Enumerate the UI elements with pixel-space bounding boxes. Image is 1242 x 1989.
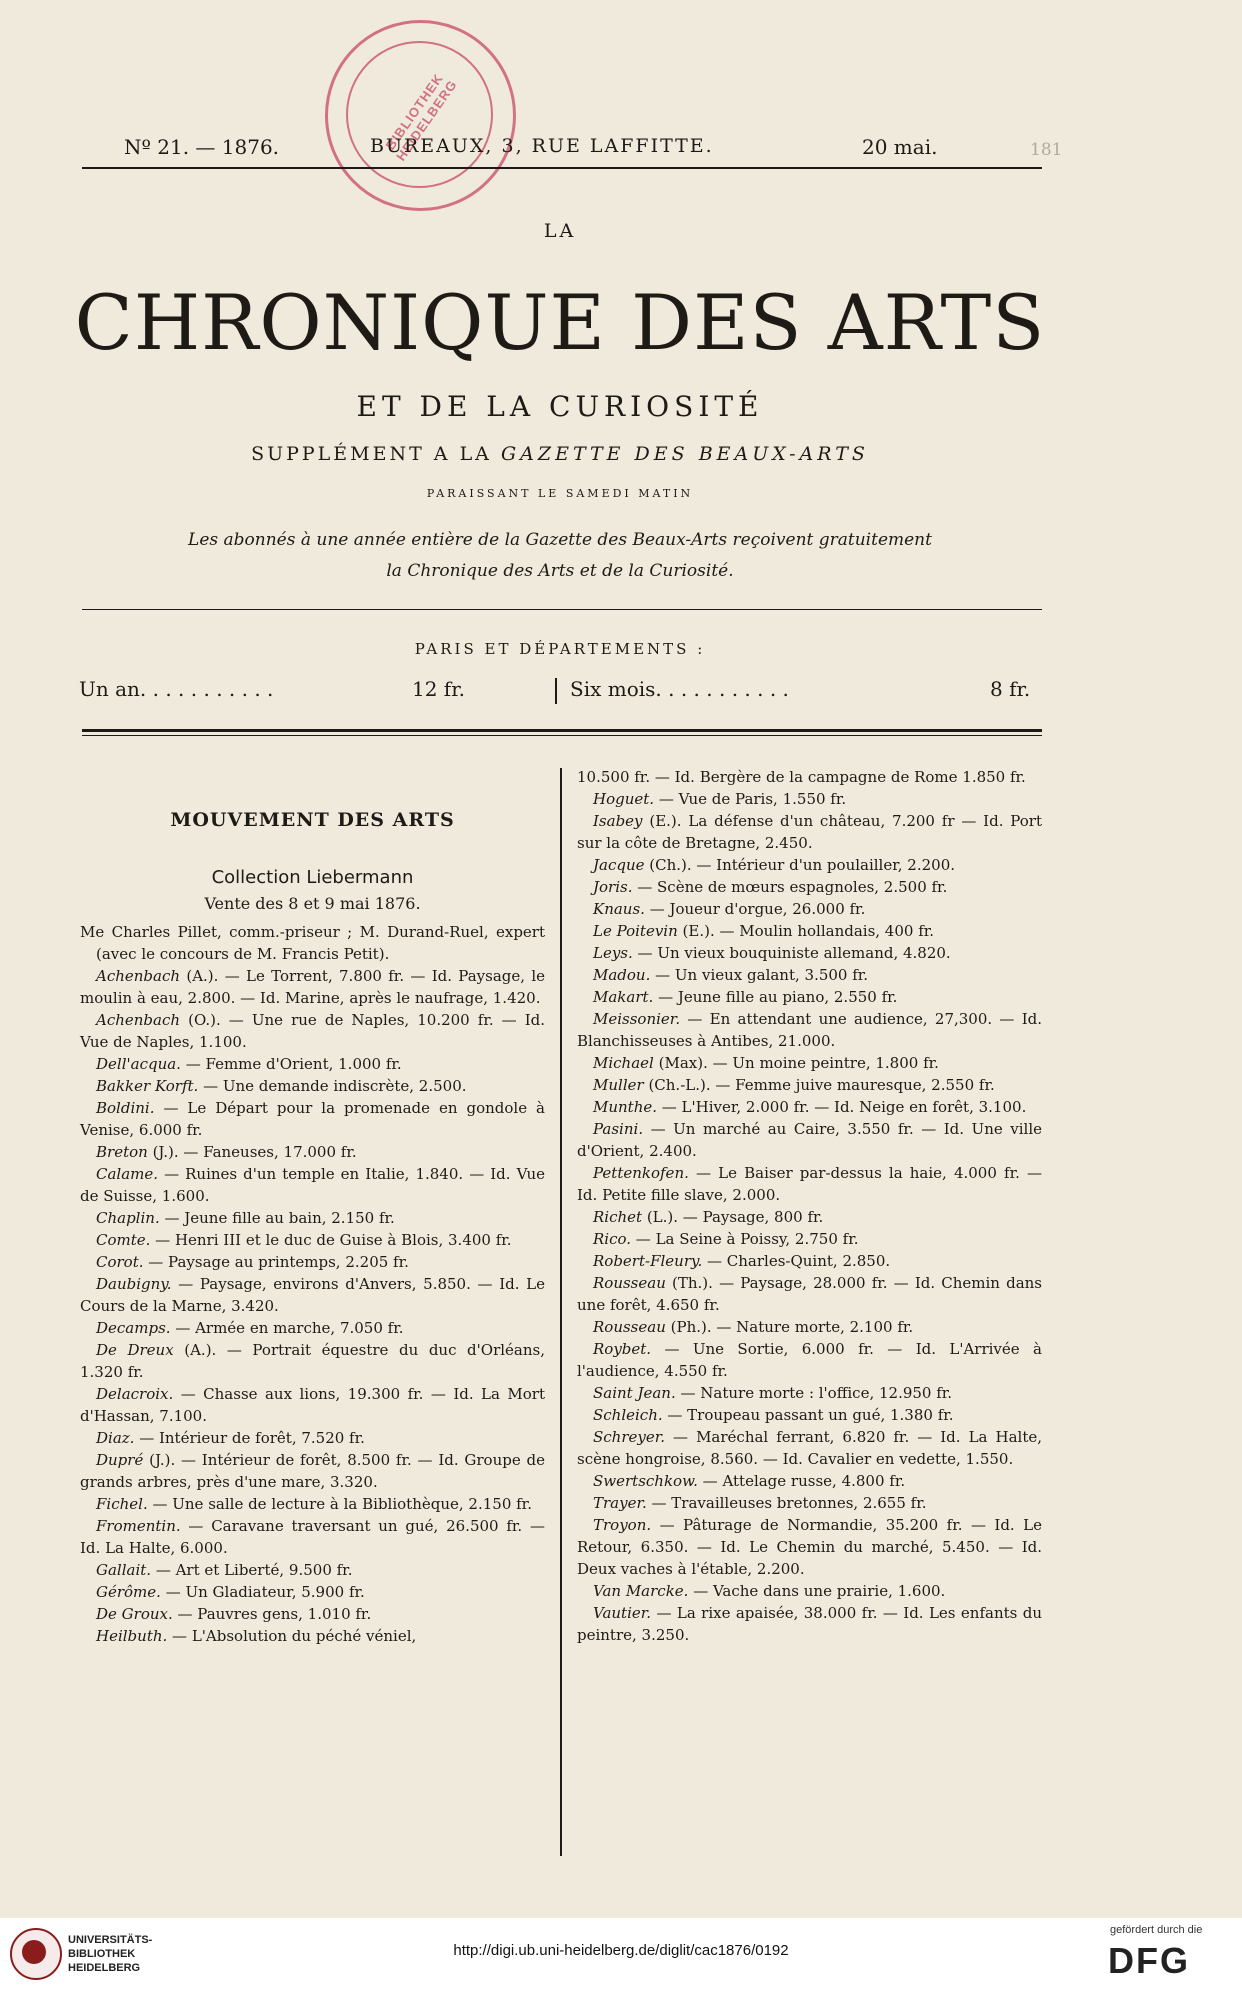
bureaux-address: BUREAUX, 3, RUE LAFFITTE. (370, 135, 714, 157)
artist-name: Gallait. (96, 1561, 152, 1579)
artist-name: De Dreux (96, 1341, 174, 1359)
artist-name: Jacque (593, 856, 645, 874)
right-column (577, 766, 1042, 1646)
entry-details: — Scène de mœurs espagnoles, 2.500 fr. (632, 878, 948, 896)
entry-details: — Charles-Quint, 2.850. (702, 1252, 891, 1270)
artist-name: Leys. (593, 944, 633, 962)
entry-details: (O.). — Une rue de Naples, 10.200 fr. — Id. Vue de Naples, 1.100. (80, 1011, 545, 1051)
funding-note: gefördert durch die (1110, 1924, 1203, 1936)
artist-name: Pasini. (593, 1120, 644, 1138)
artist-name: Troyon. (593, 1516, 652, 1534)
entry-details: (J.). — Intérieur de forêt, 8.500 fr. — Id. Groupe de grands arbres, près d'une mare, 3.320. (80, 1451, 545, 1491)
sale-entry (577, 898, 1042, 920)
artist-name: Boldini. (96, 1099, 155, 1117)
uni-line-2: BIBLIOTHEK (68, 1948, 136, 1960)
artist-name: Schreyer. (593, 1428, 666, 1446)
sale-entry (80, 1559, 545, 1581)
artist-name: Calame. (96, 1165, 159, 1183)
artist-name: Swertschkow. (593, 1472, 698, 1490)
entry-details: — Art et Liberté, 9.500 fr. (151, 1561, 353, 1579)
entry-details: — Femme d'Orient, 1.000 fr. (180, 1055, 402, 1073)
issue-date: 20 mai. (862, 135, 938, 159)
subscription-separator (555, 678, 557, 704)
entry-details: — Vue de Paris, 1.550 fr. (654, 790, 847, 808)
sale-entry (80, 1383, 545, 1427)
sale-entry (577, 1008, 1042, 1052)
entry-details: — Un Gladiateur, 5.900 fr. (160, 1583, 365, 1601)
sale-entry (577, 1074, 1042, 1096)
artist-name: Michael (593, 1054, 654, 1072)
issue-number: Nº 21. — 1876. (124, 135, 280, 159)
sale-entry (80, 1009, 545, 1053)
column-divider (560, 768, 562, 1856)
subscription-year-label: Un an. . . . . . . . . . . (79, 677, 274, 701)
entry-details: — Paysage au printemps, 2.205 fr. (143, 1253, 409, 1271)
masthead-title: CHRONIQUE DES ARTS (74, 278, 1046, 367)
sale-entry (80, 1581, 545, 1603)
left-column (80, 759, 545, 1647)
subscription-year-price: 12 fr. (412, 677, 465, 701)
entry-details: — Pâturage de Normandie, 35.200 fr. — Id. Le Retour, 6.350. — Id. Le Chemin du marché, 5.450. — Id. Deux vaches à l'étable, 2.200. (577, 1516, 1042, 1578)
entry-details: — Troupeau passant un gué, 1.380 fr. (662, 1406, 954, 1424)
sale-dates: Vente des 8 et 9 mai 1876. (204, 894, 421, 913)
artist-name: Schleich. (593, 1406, 663, 1424)
entry-details: (Ch.-L.). — Femme juive mauresque, 2.550 fr. (643, 1076, 995, 1094)
sale-entry (80, 1207, 545, 1229)
subscription-rule-thick (82, 729, 1042, 732)
artist-name: Diaz. (96, 1429, 135, 1447)
artist-name: Robert-Fleury. (593, 1252, 703, 1270)
entry-details: — Chasse aux lions, 19.300 fr. — Id. La Mort d'Hassan, 7.100. (80, 1385, 545, 1425)
masthead-la: LA (543, 220, 577, 242)
sale-entry (80, 1515, 545, 1559)
artist-name: Gérôme. (96, 1583, 161, 1601)
sale-entry (577, 1206, 1042, 1228)
left-entry-list (80, 965, 545, 1647)
supplement-gazette: GAZETTE DES BEAUX-ARTS (500, 443, 869, 465)
entry-details: — La rixe apaisée, 38.000 fr. — Id. Les enfants du peintre, 3.250. (577, 1604, 1042, 1644)
artist-name: Le Poitevin (593, 922, 678, 940)
subscription-heading: PARIS ET DÉPARTEMENTS : (414, 640, 706, 658)
artist-name: Achenbach (96, 1011, 181, 1029)
sale-entry (577, 1382, 1042, 1404)
artist-name: Rousseau (593, 1318, 666, 1336)
entry-details: — Pauvres gens, 1.010 fr. (172, 1605, 372, 1623)
entry-details: — Paysage, environs d'Anvers, 5.850. — Id. Le Cours de la Marne, 3.420. (80, 1275, 545, 1315)
supplement-prefix: SUPPLÉMENT A LA (251, 443, 492, 465)
artist-name: Knaus. (593, 900, 645, 918)
digitization-footer (0, 1918, 1242, 1989)
artist-name: Chaplin. (96, 1209, 160, 1227)
sale-entry (577, 1470, 1042, 1492)
sale-entry (577, 1338, 1042, 1382)
entry-details: — Le Départ pour la promenade en gondole à Venise, 6.000 fr. (80, 1099, 545, 1139)
entry-details: — Vache dans une prairie, 1.600. (688, 1582, 946, 1600)
entry-details: — Un vieux bouquiniste allemand, 4.820. (632, 944, 951, 962)
artist-name: Heilbuth. (96, 1627, 168, 1645)
entry-details: — Intérieur de forêt, 7.520 fr. (134, 1429, 365, 1447)
entry-details: (Ph.). — Nature morte, 2.100 fr. (665, 1318, 914, 1336)
entry-details: — En attendant une audience, 27,300. — Id. Blanchisseuses à Antibes, 21.000. (577, 1010, 1042, 1050)
sale-entry (80, 1163, 545, 1207)
source-url[interactable]: http://digi.ub.uni-heidelberg.de/diglit/cac1876/0192 (453, 1942, 789, 1959)
artist-name: Decamps. (96, 1319, 171, 1337)
artist-name: Joris. (593, 878, 633, 896)
entry-details: — Maréchal ferrant, 6.820 fr. — Id. La Halte, scène hongroise, 8.560. — Id. Cavalier en vedette, 1.550. (577, 1428, 1042, 1468)
folio-number: 181 (1030, 140, 1063, 160)
entry-details: — Caravane traversant un gué, 26.500 fr. — Id. La Halte, 6.000. (80, 1517, 545, 1557)
artist-name: Dell'acqua. (96, 1055, 181, 1073)
sale-entry (577, 1052, 1042, 1074)
sale-entry (577, 1514, 1042, 1580)
section-heading: MOUVEMENT DES ARTS (170, 809, 455, 831)
sale-entry (577, 1272, 1042, 1316)
sale-entry (577, 876, 1042, 898)
sale-entry (577, 1228, 1042, 1250)
entry-details: — Le Baiser par-dessus la haie, 4.000 fr. — Id. Petite fille slave, 2.000. (577, 1164, 1042, 1204)
sale-entry (577, 810, 1042, 854)
collection-heading: Collection Liebermann (211, 867, 414, 888)
sale-entry (577, 1602, 1042, 1646)
sale-entry (577, 1096, 1042, 1118)
sale-entry (80, 1427, 545, 1449)
artist-name: Corot. (96, 1253, 144, 1271)
artist-name: Bakker Korft. (96, 1077, 199, 1095)
entry-details: — Attelage russe, 4.800 fr. (697, 1472, 906, 1490)
sale-entry (577, 1426, 1042, 1470)
entry-details: — Une Sortie, 6.000 fr. — Id. L'Arrivée à l'audience, 4.550 fr. (577, 1340, 1042, 1380)
artist-name: Richet (593, 1208, 643, 1226)
sale-entry (577, 1250, 1042, 1272)
sale-entry (577, 788, 1042, 810)
dfg-logo: DFG (1108, 1940, 1190, 1981)
sale-entry (80, 1625, 545, 1647)
artist-name: Van Marcke. (593, 1582, 689, 1600)
header-rule (82, 167, 1042, 169)
sale-entry (577, 1404, 1042, 1426)
sale-entry (577, 1492, 1042, 1514)
right-continuation: 10.500 fr. — Id. Bergère de la campagne de Rome 1.850 fr. (577, 768, 1026, 786)
artist-name: Fichel. (96, 1495, 148, 1513)
masthead-subtitle: ET DE LA CURIOSITÉ (356, 390, 764, 423)
entry-details: — Un vieux galant, 3.500 fr. (650, 966, 869, 984)
abonnes-line-1: Les abonnés à une année entière de la Gazette des Beaux-Arts reçoivent gratuitement (188, 530, 932, 550)
sale-entry (577, 942, 1042, 964)
artist-name: Madou. (593, 966, 651, 984)
abonnes-line-2: la Chronique des Arts et de la Curiosité. (386, 561, 734, 581)
entry-details: — L'Hiver, 2.000 fr. — Id. Neige en forêt, 3.100. (657, 1098, 1027, 1116)
artist-name: Breton (96, 1143, 148, 1161)
sale-entry (577, 854, 1042, 876)
artist-name: Makart. (593, 988, 654, 1006)
paraissant-line: PARAISSANT LE SAMEDI MATIN (426, 487, 694, 500)
sale-entry (80, 1339, 545, 1383)
sale-entry (577, 964, 1042, 986)
sale-entry (577, 1316, 1042, 1338)
subscription-rule-thin (82, 735, 1042, 736)
sale-entry (80, 1493, 545, 1515)
sale-entry (577, 1580, 1042, 1602)
entry-details: — Armée en marche, 7.050 fr. (170, 1319, 404, 1337)
artist-name: De Groux. (96, 1605, 173, 1623)
entry-details: (E.). La défense d'un château, 7.200 fr — Id. Port sur la côte de Bretagne, 2.450. (577, 812, 1042, 852)
artist-name: Munthe. (593, 1098, 658, 1116)
entry-details: (Ch.). — Intérieur d'un poulailler, 2.200. (644, 856, 956, 874)
sale-entry (577, 1118, 1042, 1162)
artist-name: Dupré (96, 1451, 144, 1469)
uni-line-3: HEIDELBERG (68, 1962, 141, 1974)
sale-entry (80, 1075, 545, 1097)
artist-name: Rousseau (593, 1274, 666, 1292)
entry-details: (J.). — Faneuses, 17.000 fr. (147, 1143, 357, 1161)
artist-name: Meissonier. (593, 1010, 681, 1028)
artist-name: Saint Jean. (593, 1384, 676, 1402)
entry-details: — Nature morte : l'office, 12.950 fr. (675, 1384, 953, 1402)
entry-details: (L.). — Paysage, 800 fr. (642, 1208, 824, 1226)
entry-details: — Jeune fille au bain, 2.150 fr. (159, 1209, 395, 1227)
sale-entry (80, 1141, 545, 1163)
sale-entry (80, 1603, 545, 1625)
subscription-six-months-price: 8 fr. (990, 677, 1031, 701)
artist-name: Vautier. (593, 1604, 652, 1622)
entry-details: (E.). — Moulin hollandais, 400 fr. (677, 922, 935, 940)
entry-details: — Ruines d'un temple en Italie, 1.840. — Id. Vue de Suisse, 1.600. (80, 1165, 545, 1205)
sale-entry (577, 986, 1042, 1008)
entry-details: — Travailleuses bretonnes, 2.655 fr. (646, 1494, 927, 1512)
subscription-six-months-label: Six mois. . . . . . . . . . . (570, 677, 789, 701)
sale-entry (577, 920, 1042, 942)
sale-entry (80, 1053, 545, 1075)
artist-name: Isabey (593, 812, 643, 830)
sale-entry (80, 1097, 545, 1141)
entry-details: — Jeune fille au piano, 2.550 fr. (653, 988, 898, 1006)
artist-name: Delacroix. (96, 1385, 174, 1403)
entry-details: (Th.). — Paysage, 28.000 fr. — Id. Chemin dans une forêt, 4.650 fr. (577, 1274, 1042, 1314)
sale-entry (80, 1251, 545, 1273)
artist-name: Trayer. (593, 1494, 647, 1512)
artist-name: Hoguet. (593, 790, 655, 808)
artist-name: Fromentin. (96, 1517, 181, 1535)
artist-name: Comte. (96, 1231, 151, 1249)
masthead-supplement (60, 443, 1060, 465)
library-stamp-text: BIBLIOTHEK HEIDELBERG (382, 70, 461, 164)
artist-name: Pettenkofen. (593, 1164, 689, 1182)
entry-details: — Un marché au Caire, 3.550 fr. — Id. Une ville d'Orient, 2.400. (577, 1120, 1042, 1160)
artist-name: Roybet. (593, 1340, 652, 1358)
masthead-rule (82, 609, 1042, 610)
sale-entry (80, 1317, 545, 1339)
uni-line-1: UNIVERSITÄTS- (68, 1934, 153, 1946)
artist-name: Daubigny. (96, 1275, 172, 1293)
entry-details: — Une demande indiscrète, 2.500. (198, 1077, 467, 1095)
sale-entry (80, 1229, 545, 1251)
entry-details: — Joueur d'orgue, 26.000 fr. (644, 900, 866, 918)
library-stamp (325, 20, 516, 211)
right-entry-list (577, 788, 1042, 1646)
sale-entry (577, 1162, 1042, 1206)
entry-details: (A.). — Portrait équestre du duc d'Orléans, 1.320 fr. (80, 1341, 545, 1381)
sale-entry (80, 1273, 545, 1317)
entry-details: (A.). — Le Torrent, 7.800 fr. — Id. Paysage, le moulin à eau, 2.800. — Id. Marine, après le naufrage, 1.420. (80, 967, 545, 1007)
auction-intro: Me Charles Pillet, comm.-priseur ; M. Durand-Ruel, expert (avec le concours de M. Francis Petit). (80, 923, 545, 963)
entry-details: — Henri III et le duc de Guise à Blois, 3.400 fr. (150, 1231, 512, 1249)
entry-details: — La Seine à Poissy, 2.750 fr. (631, 1230, 859, 1248)
entry-details: (Max). — Un moine peintre, 1.800 fr. (653, 1054, 939, 1072)
sale-entry (80, 965, 545, 1009)
sale-entry (80, 1449, 545, 1493)
artist-name: Achenbach (96, 967, 181, 985)
artist-name: Rico. (593, 1230, 632, 1248)
entry-details: — L'Absolution du péché véniel, (167, 1627, 417, 1645)
entry-details: — Une salle de lecture à la Bibliothèque, 2.150 fr. (147, 1495, 532, 1513)
artist-name: Muller (593, 1076, 644, 1094)
